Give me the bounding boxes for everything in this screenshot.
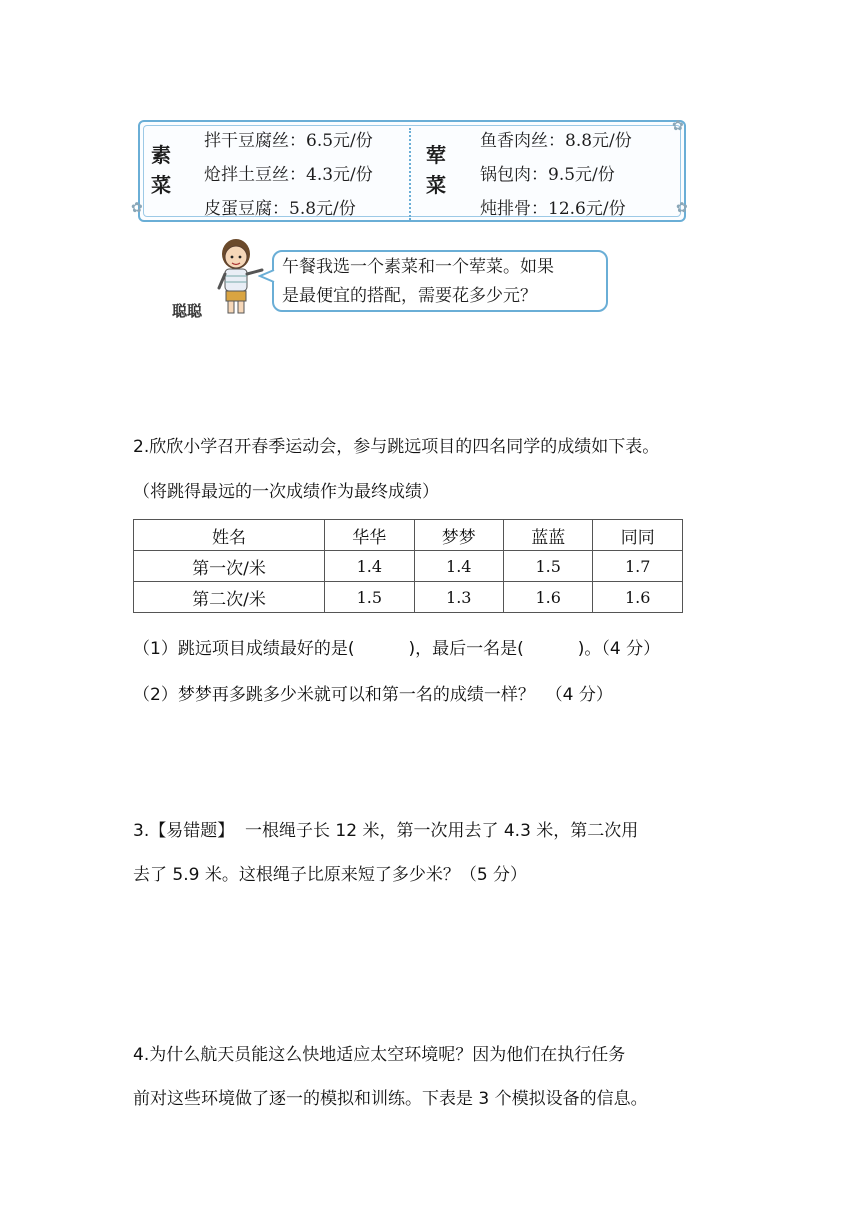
q2-note: （将跳得最远的一次成绩作为最终成绩） bbox=[133, 482, 439, 502]
meat-dish: 炖排骨：12.6元/份 bbox=[480, 199, 626, 219]
table-row bbox=[134, 582, 683, 613]
bubble-tail bbox=[258, 268, 276, 284]
table-cell: 1.7 bbox=[593, 551, 683, 582]
table-header: 姓名 bbox=[134, 520, 325, 551]
table-row bbox=[134, 551, 683, 582]
table-cell: 1.6 bbox=[593, 582, 683, 613]
speech-line: 午餐我选一个素菜和一个荤菜。如果 bbox=[282, 257, 554, 277]
q2-subquestion-2: （2）梦梦再多跳多少米就可以和第一名的成绩一样？ （4 分） bbox=[133, 685, 613, 705]
q3-text: 去了 5.9 米。这根绳子比原来短了多少米？（5 分） bbox=[133, 865, 528, 885]
flower-icon: ✿ bbox=[131, 200, 143, 216]
score-table bbox=[133, 519, 683, 613]
veg-dish: 皮蛋豆腐：5.8元/份 bbox=[204, 199, 356, 219]
q3-text: 3.【易错题】 一根绳子长 12 米，第一次用去了 4.3 米，第二次用 bbox=[133, 821, 639, 841]
table-cell: 1.4 bbox=[325, 551, 414, 582]
flower-icon: ✿ bbox=[676, 200, 688, 216]
table-header-row bbox=[134, 520, 683, 551]
menu-divider bbox=[409, 128, 411, 220]
flower-icon: ✿ bbox=[672, 118, 684, 134]
table-cell: 1.5 bbox=[325, 582, 414, 613]
q2-subquestion-1: （1）跳远项目成绩最好的是( )，最后一名是( )。（4 分） bbox=[133, 639, 661, 659]
veg-category-label: 素菜 bbox=[151, 143, 171, 197]
table-cell: 第二次/米 bbox=[134, 582, 325, 613]
table-header: 梦梦 bbox=[414, 520, 503, 551]
table-cell: 1.4 bbox=[414, 551, 503, 582]
table-cell: 1.6 bbox=[504, 582, 593, 613]
veg-dish: 炝拌土豆丝：4.3元/份 bbox=[204, 165, 373, 185]
q4-text: 前对这些环境做了逐一的模拟和训练。下表是 3 个模拟设备的信息。 bbox=[133, 1089, 648, 1109]
table-cell: 1.5 bbox=[504, 551, 593, 582]
table-cell: 第一次/米 bbox=[134, 551, 325, 582]
table-cell: 1.3 bbox=[414, 582, 503, 613]
table-header: 同同 bbox=[593, 520, 683, 551]
speech-line: 是最便宜的搭配，需要花多少元？ bbox=[282, 286, 537, 306]
table-header: 蓝蓝 bbox=[504, 520, 593, 551]
meat-dish: 锅包肉：9.5元/份 bbox=[480, 165, 615, 185]
q4-text: 4.为什么航天员能这么快地适应太空环境呢？因为他们在执行任务 bbox=[133, 1045, 626, 1065]
meat-category-label: 荤菜 bbox=[426, 143, 446, 197]
veg-dish: 拌干豆腐丝：6.5元/份 bbox=[204, 131, 373, 151]
speech-text bbox=[282, 253, 602, 311]
meat-dish: 鱼香肉丝：8.8元/份 bbox=[480, 131, 632, 151]
table-header: 华华 bbox=[325, 520, 414, 551]
speaker-name: 聪聪 bbox=[172, 302, 203, 320]
q2-text: 2.欣欣小学召开春季运动会，参与跳远项目的四名同学的成绩如下表。 bbox=[133, 437, 660, 457]
